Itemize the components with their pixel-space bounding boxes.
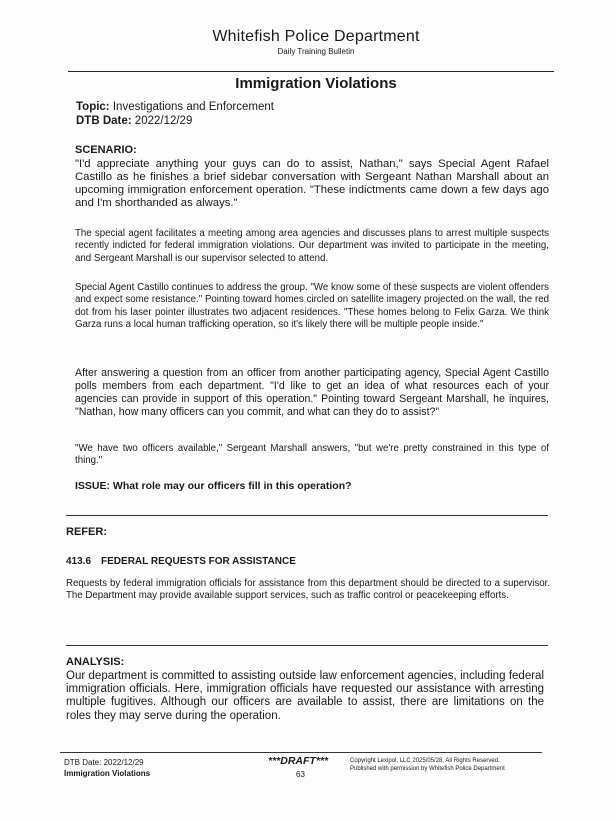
page-title: Immigration Violations: [235, 75, 397, 92]
page-number: 63: [296, 770, 305, 779]
copyright-notice: [350, 757, 505, 773]
refer-label: REFER:: [66, 526, 107, 538]
date-label: DTB Date:: [76, 115, 132, 127]
divider: [66, 515, 548, 516]
footer-title: Immigration Violations: [64, 769, 151, 778]
divider: [66, 645, 548, 646]
header-rule: [68, 71, 554, 72]
date-line: [76, 114, 192, 128]
topic-line: [76, 100, 274, 114]
analysis-text: Our department is committed to assisting outside law enforcement agencies, including federal immigration officials. Here, immigration officials have requested our assistance with arresting multiple fugitives. Although our officers are available to assist, there are limitations on the roles they may serve during the operation.: [66, 670, 544, 722]
bulletin-subtitle: Daily Training Bulletin: [277, 47, 355, 56]
topic-value: Investigations and Enforcement: [112, 101, 274, 113]
footer-rule: [60, 752, 542, 753]
policy-section-heading: [66, 556, 306, 567]
copyright-line: Copyright Lexipol, LLC 2025/05/28, All Rights Reserved.: [350, 758, 500, 764]
department-name: Whitefish Police Department: [212, 28, 420, 45]
issue-question: ISSUE: What role may our officers fill in this operation?: [75, 480, 352, 492]
scenario-paragraph-1: "I'd appreciate anything your guys can do to assist, Nathan," says Special Agent Rafael Castillo as he finishes a brief sidebar conversation with Sergeant Nathan Marshall about an upcoming immigration enforcement operation. "These indictments came down a few days ago and I'm shorthanded as always.": [75, 158, 549, 209]
draft-mark: ***DRAFT***: [268, 755, 329, 767]
footer-date: DTB Date: 2022/12/29: [64, 758, 144, 767]
scenario-paragraph-3: Special Agent Castillo continues to address the group. "We know some of these suspects are violent offenders and expect some resistance." Pointing toward homes circled on satellite imagery projected on the wall, the red dot from his laser pointer illustrates two adjacent residences. "These homes belong to Felix Garza. We think Garza runs a local human trafficking operation, so it's likely there will be multiple people inside.": [75, 282, 549, 330]
footer-left: [64, 757, 150, 779]
topic-label: Topic:: [76, 101, 110, 113]
scenario-label: SCENARIO:: [75, 144, 137, 156]
scenario-paragraph-5: "We have two officers available," Sergeant Marshall answers, "but we're pretty constrained in this type of thing.": [75, 443, 549, 467]
scenario-paragraph-2: The special agent facilitates a meeting among area agencies and discusses plans to arrest multiple suspects recently indicted for federal immigration violations. Our department was invited to participate in the meeting, and Sergeant Marshall is our supervisor selected to attend.: [75, 228, 549, 264]
refer-text: Requests by federal immigration officials for assistance from this department should be directed to a supervisor. The Department may provide available support services, such as traffic control or peacekeeping efforts.: [66, 578, 550, 602]
section-number: 413.6: [66, 556, 92, 567]
analysis-label: ANALYSIS:: [66, 656, 125, 668]
date-value: 2022/12/29: [134, 115, 193, 127]
permission-line: Published with permission by Whitefish Police Department: [350, 766, 505, 772]
scenario-paragraph-4: After answering a question from an officer from another participating agency, Special Agent Castillo polls members from each department. "I'd like to get an idea of what resources each of your agencies can provide in support of this operation." Pointing toward Sergeant Marshall, he inquires, "Nathan, how many officers can you commit, and what can they do to assist?": [75, 367, 549, 418]
section-title: FEDERAL REQUESTS FOR ASSISTANCE: [101, 556, 296, 567]
